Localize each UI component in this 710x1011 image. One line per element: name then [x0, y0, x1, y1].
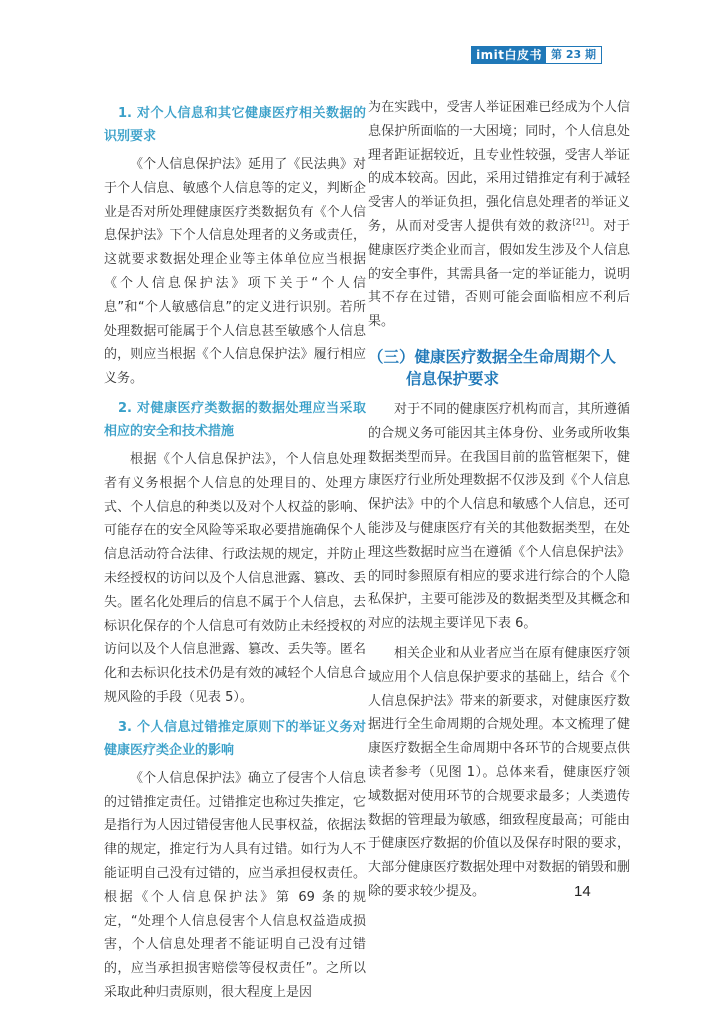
issue-number-label: 第 23 期	[546, 46, 602, 64]
subheading-security-measures: 2. 对健康医疗类数据的数据处理应当采取相应的安全和技术措施	[104, 400, 366, 439]
paragraph-identification: 《个人信息保护法》延用了《民法典》对于个人信息、敏感个人信息等的定义，判断企业是否对所处理健康医疗类数据负有《个人信息保护法》下个人信息处理者的义务或责任，这就要求数据处理企业等主体单位应当根据《个人信息保护法》项下关于“个人信息”和“个人敏感信息”的定义进行识别。若所处理数据可能属于个人信息甚至敏感个人信息的，则应当根据《个人信息保护法》履行相应义务。	[104, 157, 366, 387]
paragraph-text-after-reference: 。对于健康医疗类企业而言，假如发生涉及个人信息的安全事件，其需具备一定的举证能力，说明其不存在过错，否则可能会面临相应不利后果。	[368, 218, 630, 330]
paragraph-burden-of-proof: 《个人信息保护法》确立了侵害个人信息的过错推定责任。过错推定也称过失推定，它是指行为人因过错侵害他人民事权益，依据法律的规定，推定行为人具有过错。如行为人不能证明自己没有过错的，应当承担侵权责任。根据《个人信息保护法》第 69 条的规定，“处理个人信息侵害个人信息权益造成损害，个人信息处理者不能证明自己没有过错的，应当承担损害赔偿等侵权责任”。之所以采取此种归责原则，很大程度上是因	[104, 770, 366, 1000]
subheading-identification-requirements: 1. 对个人信息和其它健康医疗相关数据的识别要求	[104, 106, 366, 144]
subheading-burden-of-proof: 3. 个人信息过错推定原则下的举证义务对健康医疗类企业的影响	[104, 719, 366, 758]
section-title-line-2: 信息保护要求	[406, 369, 500, 388]
whitepaper-issue-badge	[471, 46, 602, 64]
reference-marker: [21]	[572, 217, 590, 227]
page-number: 14	[574, 883, 591, 900]
whitepaper-brand-label: imit白皮书	[471, 46, 546, 64]
right-text-column	[368, 96, 630, 910]
section-title-line-1: （三）健康医疗数据全生命周期个人	[368, 347, 617, 366]
section-title-lifecycle-protection	[368, 346, 630, 390]
paragraph-security-measures: 根据《个人信息保护法》，个人信息处理者有义务根据个人信息的处理目的、处理方式、个人信息的种类以及对个人权益的影响、可能存在的安全风险等采取必要措施确保个人信息活动符合法律、行政法规的规定，并防止未经授权的访问以及个人信息泄露、篡改、丢失。匿名化处理后的信息不属于个人信息，去标识化保存的个人信息可有效防止未经授权的访问以及个人信息泄露、篡改、丢失等。匿名化和去标识化技术仍是有效的减轻个人信息合规风险的手段（见表 5）。	[104, 451, 366, 705]
paragraph-lifecycle-compliance: 相关企业和从业者应当在原有健康医疗领域应用个人信息保护要求的基础上，结合《个人信息保护法》带来的新要求，对健康医疗数据进行全生命周期的合规处理。本文梳理了健康医疗数据全生命周期中各环节的合规要点供读者参考（见图 1）。总体来看，健康医疗领域数据对使用环节的合规要求最多；人类遗传数据的管理最为敏感，细致程度最高；可能由于健康医疗数据的价值以及保存时限的要求，大部分健康医疗数据处理中对数据的销毁和删除的要求较少提及。	[368, 645, 630, 899]
left-text-column	[104, 96, 366, 1011]
paragraph-regulatory-framework: 对于不同的健康医疗机构而言，其所遵循的合规义务可能因其主体身份、业务或所收集数据类型而异。在我国目前的监管框架下，健康医疗行业所处理数据不仅涉及到《个人信息保护法》中的个人信息和敏感个人信息，还可能涉及与健康医疗有关的其他数据类型，在处理这些数据时应当在遵循《个人信息保护法》的同时参照原有相应的要求进行综合的个人隐私保护，主要可能涉及的数据类型及其概念和对应的法规主要详见下表 6。	[368, 401, 630, 632]
paragraph-burden-of-proof-continued	[368, 96, 630, 334]
paragraph-text-before-reference: 为在实践中，受害人举证困难已经成为个人信息保护所面临的一大困境；同时，个人信息处理者距证据较近，且专业性较强，受害人举证的成本较高。因此，采用过错推定有利于减轻受害人的举证负担，强化信息处理者的举证义务，从而对受害人提供有效的救济	[368, 100, 630, 234]
